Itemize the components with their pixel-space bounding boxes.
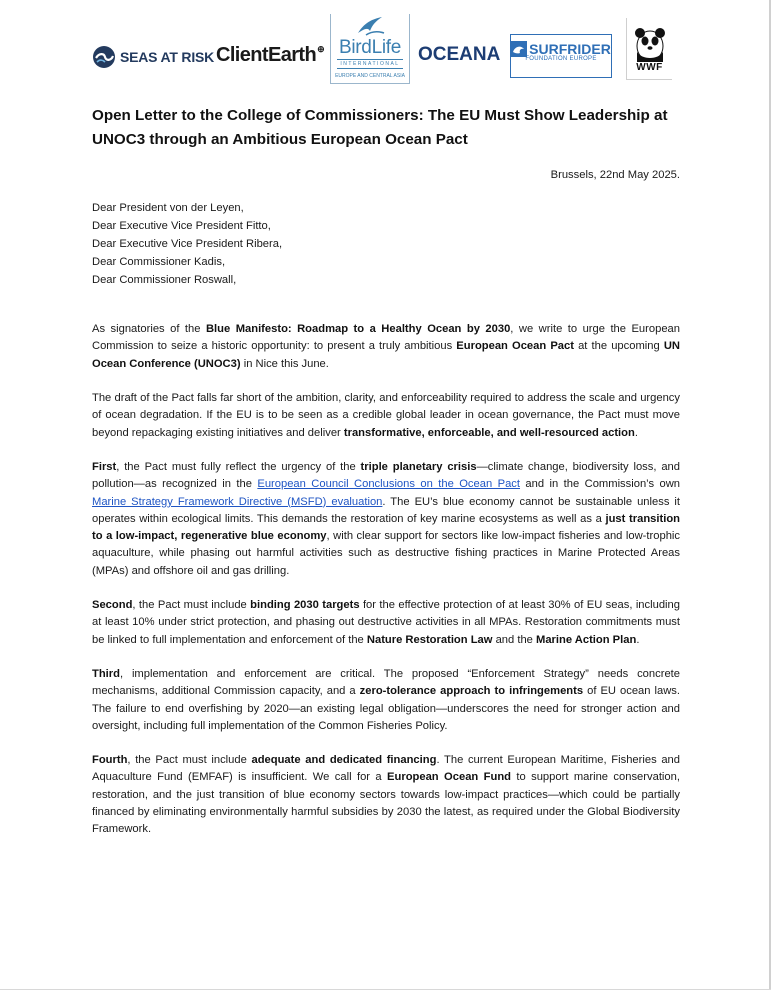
- wwf-wordmark: WWF: [636, 62, 663, 73]
- seas-at-risk-swirl-icon: [92, 45, 116, 69]
- second-point-paragraph: [92, 597, 680, 649]
- text-run: . The EU’s blue economy cannot be sustainable unless it operates within ecological limits. This demands the restoration of key marine ecosystems as well as a: [92, 495, 680, 525]
- text-run: , we write to urge the European Commission to seize a historic opportunity: to present a truly ambitious: [92, 323, 680, 353]
- salutation-list: [92, 199, 282, 289]
- text-run: . The current European Maritime, Fisheries and Aquaculture Fund (EMFAF) is insufficient. We call for a: [92, 754, 680, 784]
- salutation-line: Dear Commissioner Roswall,: [92, 274, 237, 286]
- letter-date: Brussels, 22nd May 2025.: [550, 169, 680, 181]
- wwf-logo: [626, 18, 672, 80]
- third-label: Third: [92, 668, 120, 680]
- just-transition-emphasis: just transition to a low-impact, regenerative blue economy: [92, 512, 680, 543]
- msfd-evaluation-link[interactable]: Marine Strategy Framework Directive (MSFD) evaluation: [92, 495, 383, 508]
- third-point-paragraph: [92, 666, 680, 735]
- salutation-line: Dear Executive Vice President Ribera,: [92, 238, 283, 250]
- text-run: to support marine conservation, restoration, and the just transition of blue economy sectors towards low-impact practices—which could be partially financed by eliminating environmentally harmful subsidies by 2030 the latest, as required under the Global Biodiversity Framework.: [92, 771, 680, 836]
- text-run: .: [634, 426, 638, 439]
- text-run: , the Pact must fully reflect the urgency of the: [116, 461, 361, 473]
- financing-emphasis: adequate and dedicated financing: [251, 754, 437, 766]
- first-point-paragraph: [92, 459, 680, 580]
- letter-title: Open Letter to the College of Commissioners: The EU Must Show Leadership at UNOC3 through an Ambitious European Ocean Pact: [92, 107, 668, 148]
- intro-paragraph: [92, 321, 680, 373]
- birdlife-wordmark: BirdLife: [338, 37, 402, 58]
- surfrider-foundation-label: FOUNDATION EUROPE: [525, 56, 597, 62]
- text-run: in Nice this June.: [240, 357, 329, 370]
- text-run: and in the Commission’s own: [520, 478, 680, 491]
- ocean-pact-emphasis: European Ocean Pact: [456, 340, 574, 353]
- blue-manifesto-emphasis: Blue Manifesto: Roadmap to a Healthy Ocean by 2030: [205, 323, 511, 335]
- text-run: , implementation and enforcement are critical. The proposed “Enforcement Strategy” needs concrete mechanisms, additional Commission capacity, and a: [92, 668, 680, 698]
- salutation-line: Dear President von der Leyen,: [92, 202, 244, 214]
- signatory-logos: [90, 14, 690, 84]
- text-run: of EU ocean laws. The failure to end overfishing by 2020—an existing legal obligation—underscores the need for stronger action and oversight, including full implementation of the Common Fisheries Policy.: [92, 685, 680, 732]
- seas-at-risk-wordmark: SEAS AT RISK: [120, 49, 215, 65]
- council-conclusions-link[interactable]: European Council Conclusions on the Ocean Pact: [257, 478, 521, 491]
- text-run: , with clear support for sectors like low-impact fisheries and low-trophic aquaculture, while phasing out harmful activities such as destructive fishing practices in Marine Protected Areas (MPAs) and offshore oil and gas drilling.: [92, 530, 680, 577]
- nature-restoration-law-emphasis: Nature Restoration Law: [366, 633, 493, 646]
- binding-targets-emphasis: binding 2030 targets: [250, 599, 360, 611]
- birdlife-logo: [330, 14, 410, 84]
- oceana-logo: OCEANA: [418, 44, 501, 65]
- wave-icon: [511, 41, 527, 57]
- bird-icon: [352, 15, 388, 39]
- surfrider-logo: [510, 34, 612, 78]
- ocean-fund-emphasis: European Ocean Fund: [387, 771, 511, 784]
- salutation-line: Dear Executive Vice President Fitto,: [92, 220, 271, 232]
- surfrider-wordmark: SURFRIDER: [529, 41, 611, 57]
- clientearth-wordmark: ClientEarth: [216, 44, 317, 66]
- transformative-action-emphasis: transformative, enforceable, and well-resourced action: [343, 426, 635, 439]
- text-run: —climate change, biodiversity loss, and pollution—as recognized in the: [92, 461, 680, 491]
- unoc3-emphasis: UN Ocean Conference (UNOC3): [92, 340, 681, 370]
- text-run: The draft of the Pact falls far short of the ambition, clarity, and enforceability required to address the scale and urgency of ocean degradation. If the EU is to be seen as a credible global leader in ocean governance, the Pact must move beyond repackaging existing initiatives and deliver: [92, 392, 680, 439]
- fourth-label: Fourth: [92, 754, 128, 766]
- text-run: , the Pact must include: [127, 754, 252, 766]
- fourth-point-paragraph: [92, 752, 680, 838]
- birdlife-international-label: INTERNATIONAL: [337, 59, 403, 69]
- zero-tolerance-emphasis: zero-tolerance approach to infringements: [359, 685, 584, 698]
- marine-action-plan-emphasis: Marine Action Plan: [536, 633, 637, 646]
- triple-crisis-emphasis: triple planetary crisis: [360, 461, 477, 473]
- draft-critique-paragraph: [92, 390, 680, 442]
- text-run: for the effective protection of at least 30% of EU seas, including at least 10% under strict protection, and phasing out destructive activities in all MPAs. Restoration commitments must be linked to full implementation and enforcement of the: [92, 599, 680, 646]
- text-run: , the Pact must include: [132, 599, 251, 611]
- text-run: As signatories of the: [92, 323, 206, 335]
- text-run: and the: [492, 633, 537, 646]
- clientearth-logo: [216, 44, 324, 67]
- second-label: Second: [92, 599, 133, 611]
- birdlife-region-label: EUROPE AND CENTRAL ASIA: [335, 73, 405, 79]
- seas-at-risk-logo: [92, 44, 214, 70]
- salutation-line: Dear Commissioner Kadis,: [92, 256, 226, 268]
- first-label: First: [92, 461, 117, 473]
- text-run: at the upcoming: [573, 340, 664, 353]
- globe-mark-icon: ⊕: [317, 44, 325, 54]
- panda-icon: [634, 26, 666, 62]
- text-run: .: [636, 633, 640, 646]
